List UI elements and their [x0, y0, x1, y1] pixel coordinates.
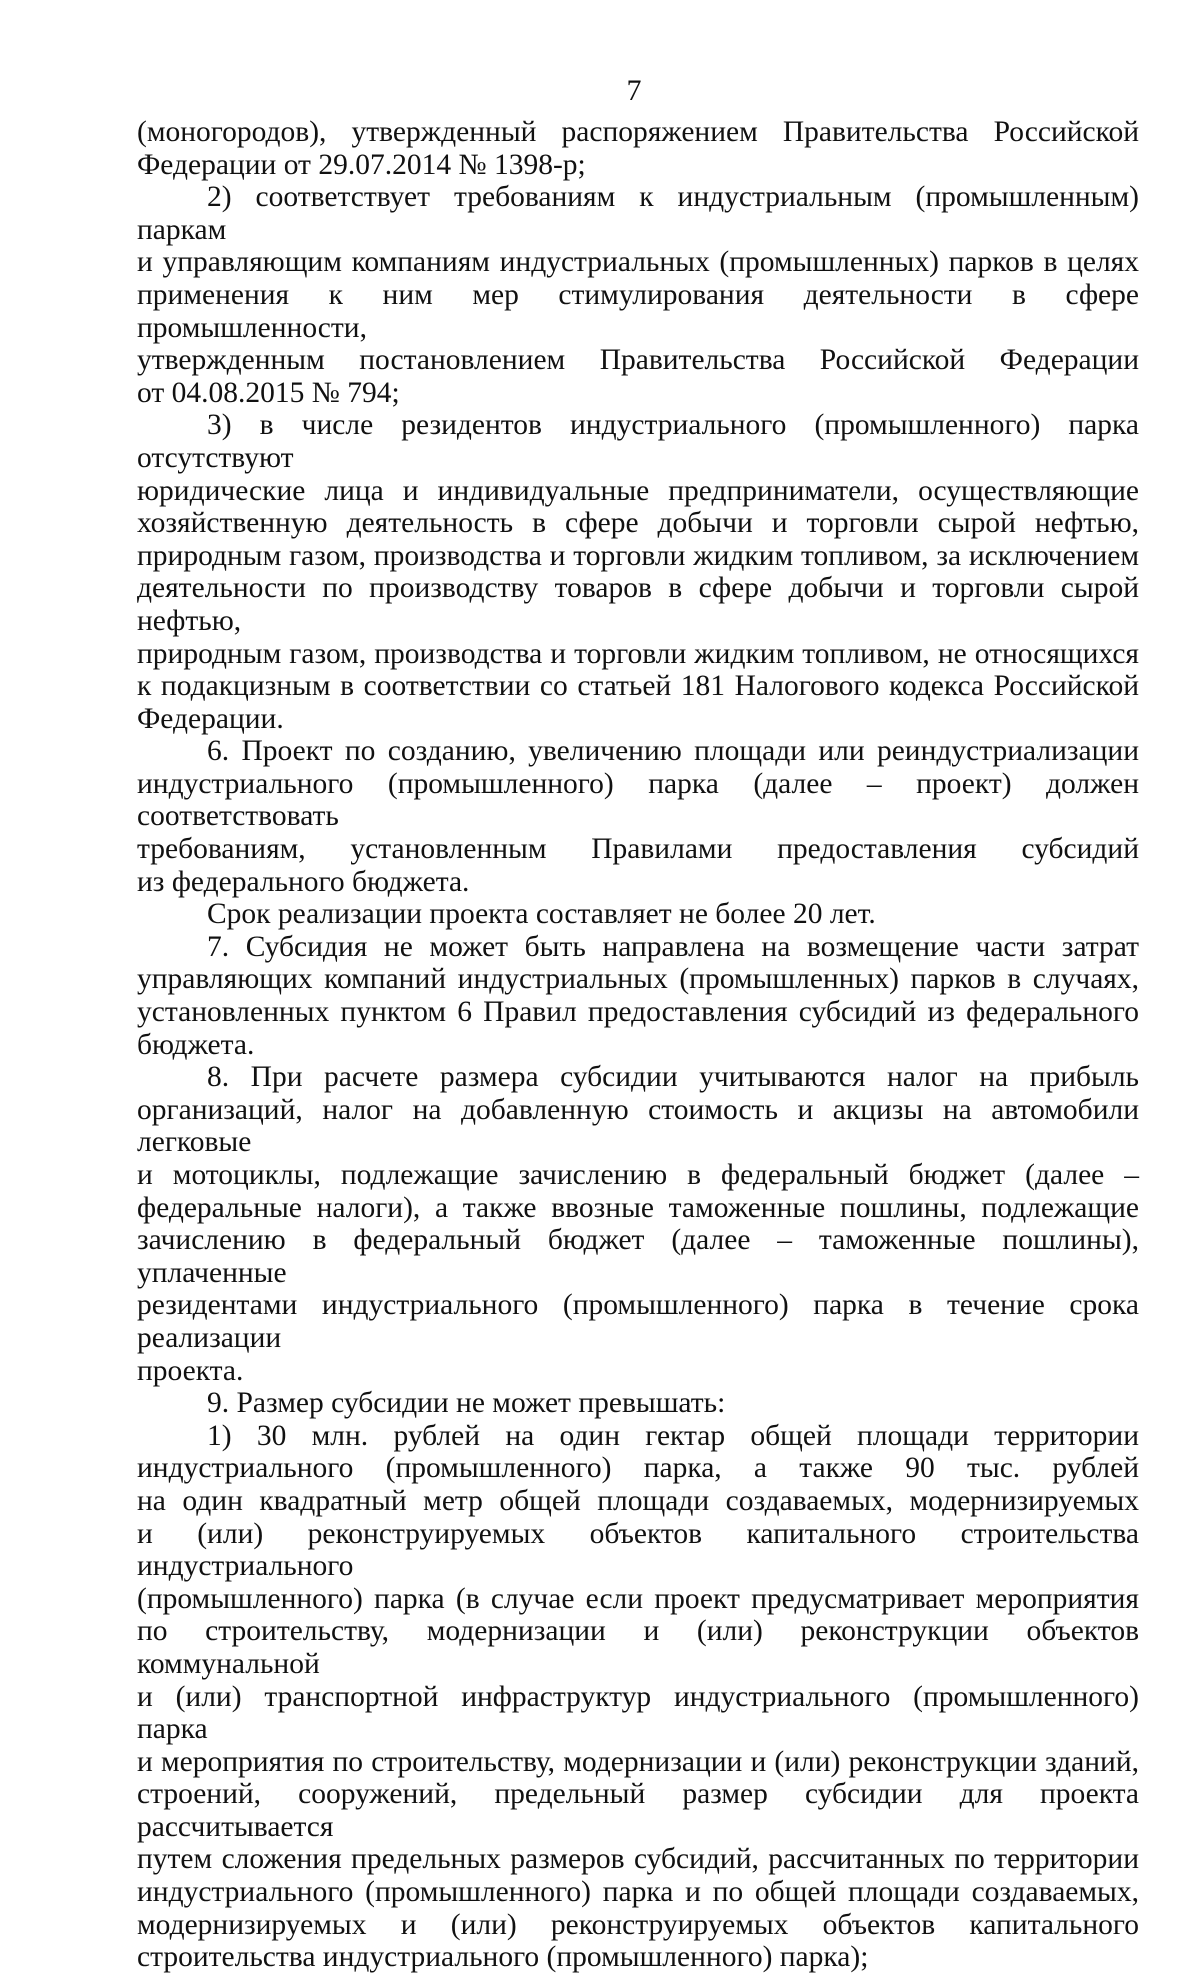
text-line: Срок реализации проекта составляет не более 20 лет. [207, 898, 876, 931]
text-line: и мероприятия по строительству, модернизации и (или) реконструкции зданий, [137, 1745, 1139, 1778]
text-line: и (или) транспортной инфраструктур индустриального (промышленного) парка [137, 1680, 1139, 1746]
text-line: и (или) реконструируемых объектов капитального строительства индустриального [137, 1517, 1139, 1583]
text-line: 1) 30 млн. рублей на один гектар общей площади территории [207, 1419, 1139, 1452]
text-line: из федерального бюджета. [137, 865, 470, 898]
text-line: индустриального (промышленного) парка (далее – проект) должен соответствовать [137, 767, 1139, 833]
text-line: индустриального (промышленного) парка и по общей площади создаваемых, [137, 1876, 1139, 1909]
text-line: (моногородов), утвержденный распоряжением Правительства Российской [137, 116, 1139, 148]
text-line: и мотоциклы, подлежащие зачислению в федеральный бюджет (далее – [137, 1159, 1139, 1191]
text-line: зачислению в федеральный бюджет (далее – таможенные пошлины), уплаченные [137, 1224, 1139, 1289]
text-line: модернизируемых и (или) реконструируемых объектов капитального [137, 1908, 1139, 1941]
text-line: требованиям, установленным Правилами предоставления субсидий [137, 833, 1139, 866]
text-line: Федерации от 29.07.2014 № 1398-р; [137, 148, 586, 181]
page-number: 7 [626, 74, 642, 107]
text-line: управляющих компаний индустриальных (промышленных) парков в случаях, [137, 963, 1139, 996]
text-line: деятельности по производству товаров в сфере добычи и торговли сырой нефтью, [137, 572, 1139, 637]
text-line: резидентами индустриального (промышленного) парка в течение срока реализации [137, 1289, 1139, 1354]
text-line: установленных пунктом 6 Правил предоставления субсидий из федерального [137, 996, 1139, 1029]
text-line: на один квадратный метр общей площади создаваемых, модернизируемых [137, 1484, 1139, 1517]
text-line: (промышленного) парка (в случае если проект предусматривает мероприятия [137, 1582, 1139, 1615]
text-line: по строительству, модернизации и (или) реконструкции объектов коммунальной [137, 1615, 1139, 1680]
text-line: строительства индустриального (промышленного) парка); [137, 1941, 869, 1974]
text-line: 2) соответствует требованиям к индустриальным (промышленным) паркам [137, 181, 1139, 246]
text-line: индустриального (промышленного) парка, а также 90 тыс. рублей [137, 1452, 1139, 1485]
text-line: бюджета. [137, 1028, 255, 1061]
text-line: от 04.08.2015 № 794; [137, 376, 400, 409]
text-line: 9. Размер субсидии не может превышать: [207, 1387, 726, 1420]
text-line: 3) в числе резидентов индустриального (промышленного) парка отсутствуют [137, 409, 1139, 474]
text-line: применения к ним мер стимулирования деятельности в сфере промышленности, [137, 278, 1139, 344]
text-line: Федерации. [137, 702, 284, 735]
text-line: природным газом, производства и торговли жидким топливом, за исключением [137, 539, 1139, 572]
text-line: к подакцизным в соответствии со статьей 181 Налогового кодекса Российской [137, 670, 1139, 703]
text-line: 8. При расчете размера субсидии учитываются налог на прибыль [207, 1061, 1139, 1094]
text-line: строений, сооружений, предельный размер субсидии для проекта рассчитывается [137, 1778, 1139, 1843]
text-line: федеральные налоги), а также ввозные таможенные пошлины, подлежащие [137, 1191, 1139, 1224]
document-body [137, 116, 1139, 1974]
text-line: утвержденным постановлением Правительства Российской Федерации [137, 344, 1139, 377]
text-line: организаций, налог на добавленную стоимость и акцизы на автомобили легковые [137, 1093, 1139, 1159]
text-line: природным газом, производства и торговли жидким топливом, не относящихся [137, 637, 1139, 670]
text-line: проекта. [137, 1354, 244, 1387]
text-line: хозяйственную деятельность в сфере добычи и торговли сырой нефтью, [137, 507, 1139, 540]
text-line: путем сложения предельных размеров субсидий, рассчитанных по территории [137, 1843, 1139, 1876]
text-line: 6. Проект по созданию, увеличению площади или реиндустриализации [207, 735, 1139, 768]
text-line: 7. Субсидия не может быть направлена на возмещение части затрат [207, 930, 1139, 963]
text-line: и управляющим компаниям индустриальных (промышленных) парков в целях [137, 246, 1139, 279]
text-line: юридические лица и индивидуальные предприниматели, осуществляющие [137, 474, 1139, 507]
